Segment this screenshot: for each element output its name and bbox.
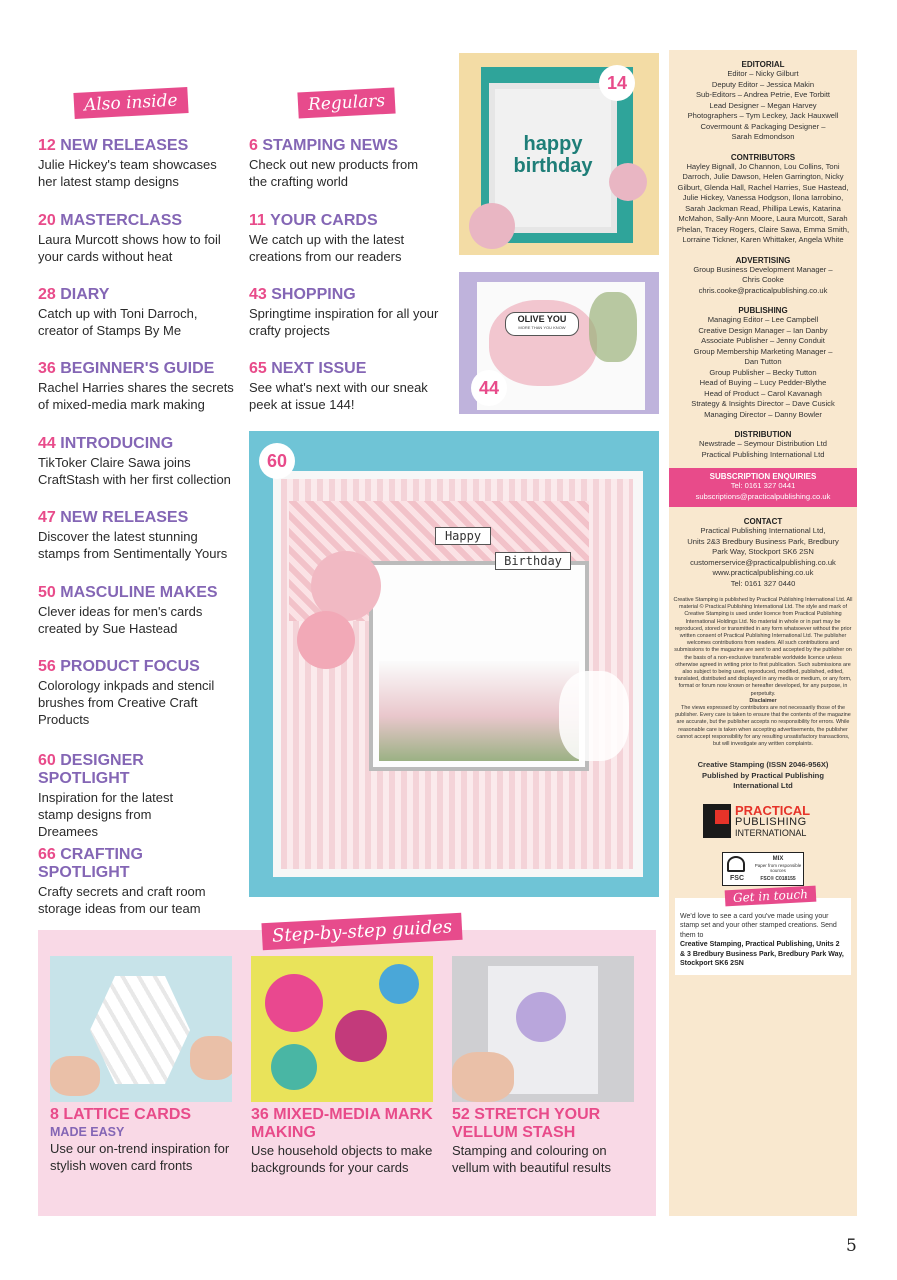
logo-word-3: INTERNATIONAL bbox=[735, 827, 807, 838]
regular-item bbox=[249, 212, 439, 265]
article-title bbox=[38, 435, 238, 453]
masthead-sidebar bbox=[669, 50, 857, 1216]
article-title bbox=[38, 584, 238, 602]
lattice-hexagon bbox=[90, 976, 190, 1084]
distribution-heading: DISTRIBUTION bbox=[734, 430, 792, 439]
editorial-line: Sarah Edmondson bbox=[731, 132, 795, 141]
subscription-phone: Tel: 0161 327 0441 bbox=[730, 481, 796, 490]
publishing-line: Creative Design Manager – Ian Danby bbox=[698, 325, 828, 335]
touch-address: Creative Stamping, Practical Publishing, Units 2 & 3 Bredbury Business Park, Bredbury Park Way, Stockport SK6 2SN bbox=[680, 941, 844, 968]
article-item bbox=[38, 658, 238, 728]
regular-desc: See what's next with our sneak peek at issue 144! bbox=[249, 380, 428, 412]
card-sentiment: happy birthday bbox=[513, 133, 593, 177]
article-title bbox=[38, 212, 238, 230]
distribution-line: Newstrade – Seymour Distribution Ltd bbox=[699, 439, 827, 448]
hand-left bbox=[50, 1056, 100, 1096]
fsc-tree-icon bbox=[727, 856, 745, 872]
step-title: 36 MIXED-MEDIA MARK MAKING bbox=[251, 1106, 433, 1141]
article-item bbox=[38, 212, 238, 265]
contact-phone: Tel: 0161 327 0440 bbox=[730, 578, 796, 588]
touch-heading: Get in touch bbox=[725, 885, 817, 906]
card-label bbox=[505, 312, 579, 336]
article-page: 60 bbox=[38, 752, 56, 769]
step-photo-lattice bbox=[50, 956, 232, 1102]
advertising-email[interactable]: chris.cooke@practicalpublishing.co.uk bbox=[698, 285, 828, 295]
paint-circle bbox=[271, 1044, 317, 1090]
card-label-sub: MORE THAN YOU KNOW bbox=[518, 325, 566, 330]
card-label-text: OLIVE YOU bbox=[517, 314, 567, 324]
article-item bbox=[38, 584, 238, 637]
article-page: 12 bbox=[38, 137, 56, 154]
photo-44 bbox=[459, 272, 659, 414]
regular-heading: STAMPING NEWS bbox=[262, 137, 399, 154]
poppy-field bbox=[379, 661, 579, 761]
regular-heading: NEXT ISSUE bbox=[271, 360, 367, 377]
legal-text: Creative Stamping is published by Practical Publishing International Ltd. All material © Practical Publishing International Ltd. The style and mark of Creative Stamping is used under licence from Practical Publishing International Holdings Ltd. No material in whole or in part may be reproduced, stored or transmitted in any form whatsoever without the prior written consent of Practical Publishing International Ltd. The publisher welcomes contributions from readers. All such contributions and submissions to the magazine are sent to and accepted by the publisher on the basis of a non-exclusive transferable worldwide licence unless otherwise agreed in writing prior to first publication. Such submissions are also subject to being used, reproduced, modified, published, edited, translated, distributed and displayed in any media or medium, or any form, format or forum now known or hereafter developed, for any purpose, in perpetuity. bbox=[673, 597, 853, 697]
article-heading: CRAFTING SPOTLIGHT bbox=[38, 846, 143, 881]
regular-title bbox=[249, 286, 439, 304]
article-heading: MASCULINE MAKES bbox=[60, 584, 218, 601]
article-item bbox=[38, 509, 238, 562]
step-subtitle: MADE EASY bbox=[50, 1125, 125, 1139]
publishing-line: Strategy & Insights Director – Dave Cusick bbox=[691, 399, 835, 408]
hand bbox=[452, 1052, 514, 1102]
regular-item bbox=[249, 137, 439, 190]
article-page: 44 bbox=[38, 435, 56, 452]
photo-60 bbox=[249, 431, 659, 897]
publishing-line: Managing Editor – Lee Campbell bbox=[707, 315, 819, 324]
article-desc: Colorology inkpads and stencil brushes from Creative Craft Products bbox=[38, 678, 215, 727]
editorial-line: Sub-Editors – Andrea Petrie, Eve Torbitt bbox=[695, 90, 831, 99]
article-desc: Rachel Harries shares the secrets of mixed-media mark making bbox=[38, 380, 234, 412]
publishing-line: Dan Tutton bbox=[744, 357, 782, 366]
article-page: 66 bbox=[38, 846, 56, 863]
article-desc: Inspiration for the latest stamp designs from Dreamees bbox=[38, 790, 174, 839]
fsc-code: FSC® C018155 bbox=[760, 875, 796, 882]
regular-title bbox=[249, 212, 439, 230]
publishing-heading: PUBLISHING bbox=[738, 306, 788, 315]
contact-line: Practical Publishing International Ltd, bbox=[700, 526, 826, 535]
article-heading: MASTERCLASS bbox=[60, 212, 183, 229]
publishing-line: Head of Buying – Lucy Pedder-Blythe bbox=[699, 378, 827, 387]
flower-embellishment bbox=[297, 611, 355, 669]
article-heading: INTRODUCING bbox=[60, 435, 174, 452]
steps-heading: Step-by-step guides bbox=[261, 913, 462, 950]
hand-right bbox=[190, 1036, 232, 1080]
article-desc: Clever ideas for men's cards created by Sue Hastead bbox=[38, 604, 203, 636]
article-desc: Catch up with Toni Darroch, creator of Stamps By Me bbox=[38, 306, 198, 338]
step-desc: Use our on-trend inspiration for stylish woven card fronts bbox=[50, 1141, 230, 1173]
contact-heading: CONTACT bbox=[743, 517, 783, 526]
article-item bbox=[38, 435, 238, 488]
page-badge-60: 60 bbox=[259, 443, 295, 479]
editorial-line: Editor – Nicky Gilburt bbox=[727, 69, 799, 78]
page-number: 5 bbox=[846, 1236, 857, 1256]
article-desc: Julie Hickey's team showcases her latest stamp designs bbox=[38, 157, 217, 189]
regular-desc: We catch up with the latest creations from our readers bbox=[249, 232, 405, 264]
article-title bbox=[38, 360, 238, 378]
article-title bbox=[38, 286, 238, 304]
editorial-heading: EDITORIAL bbox=[741, 60, 785, 69]
vine-decor bbox=[589, 292, 637, 362]
article-item bbox=[38, 286, 238, 339]
logo-word-2: PUBLISHING bbox=[735, 815, 807, 828]
regular-heading: SHOPPING bbox=[271, 286, 356, 303]
disclaimer-heading: Disclaimer bbox=[749, 697, 777, 704]
article-title bbox=[38, 658, 238, 676]
publishing-line: Head of Product – Carol Kavanagh bbox=[704, 388, 822, 398]
subscription-heading: SUBSCRIPTION ENQUIRIES bbox=[709, 472, 817, 481]
publishing-line: Group Publisher – Becky Tutton bbox=[709, 367, 817, 377]
contributors-heading: CONTRIBUTORS bbox=[730, 152, 796, 162]
article-desc: Laura Murcott shows how to foil your cards without heat bbox=[38, 232, 221, 264]
publishing-line: Managing Director – Danny Bowler bbox=[704, 409, 822, 419]
contact-line: Units 2&3 Bredbury Business Park, Bredbury bbox=[687, 536, 839, 546]
lace-bow bbox=[559, 671, 629, 761]
fsc-logo bbox=[722, 852, 804, 886]
regulars-heading: Regulars bbox=[297, 87, 395, 118]
article-heading: NEW RELEASES bbox=[60, 137, 189, 154]
flower-decor bbox=[469, 203, 515, 249]
publishing-line: Group Membership Marketing Manager – bbox=[693, 346, 833, 356]
issn-text: Creative Stamping (ISSN 2046-956X) Published by Practical Publishing International Ltd bbox=[697, 760, 829, 791]
regular-title bbox=[249, 360, 439, 378]
subscription-email[interactable]: subscriptions@practicalpublishing.co.uk bbox=[695, 491, 831, 501]
step-item bbox=[251, 1106, 447, 1176]
article-page: 20 bbox=[38, 212, 56, 229]
disclaimer-text: The views expressed by contributors are not necessarily those of the publisher. Every care is taken to ensure that the contents of the magazine are accurate, but the publisher accepts no responsibility for errors. While reasonable care is taken when accepting advertisements, the publisher cannot accept responsibility for any resulting unsatisfactory transactions, but will investigate any written complaints. bbox=[675, 705, 851, 748]
regular-page: 65 bbox=[249, 360, 267, 377]
step-by-step-section bbox=[38, 916, 656, 1216]
fsc-label: FSC bbox=[730, 874, 744, 882]
article-page: 50 bbox=[38, 584, 56, 601]
regular-item bbox=[249, 360, 439, 413]
regular-item bbox=[249, 286, 439, 339]
article-item bbox=[38, 360, 238, 413]
advertising-line: Chris Cooke bbox=[742, 275, 784, 284]
photo-14 bbox=[459, 53, 659, 255]
editorial-line: Deputy Editor – Jessica Makin bbox=[711, 79, 815, 89]
article-heading: BEGINNER'S GUIDE bbox=[60, 360, 215, 377]
paint-circle bbox=[265, 974, 323, 1032]
page-badge-44: 44 bbox=[471, 370, 507, 406]
fsc-paper: Paper from responsible sources bbox=[754, 862, 802, 874]
article-title bbox=[38, 752, 208, 788]
article-heading: DIARY bbox=[60, 286, 110, 303]
article-title bbox=[38, 137, 238, 155]
flower-decor bbox=[609, 163, 647, 201]
touch-box bbox=[675, 886, 851, 975]
article-page: 56 bbox=[38, 658, 56, 675]
logo-mark-accent bbox=[715, 810, 729, 824]
vellum-flower bbox=[516, 992, 566, 1042]
contact-email[interactable]: customerservice@practicalpublishing.co.uk bbox=[690, 557, 836, 567]
article-desc: Crafty secrets and craft room storage ideas from our team bbox=[38, 884, 206, 916]
advertising-heading: ADVERTISING bbox=[735, 255, 791, 265]
regular-heading: YOUR CARDS bbox=[270, 212, 378, 229]
paint-circle bbox=[335, 1010, 387, 1062]
step-photo-vellum bbox=[452, 956, 634, 1102]
article-heading: DESIGNER SPOTLIGHT bbox=[38, 752, 144, 787]
step-desc: Use household objects to make backgrounds for your cards bbox=[251, 1143, 433, 1175]
step-item bbox=[452, 1106, 640, 1176]
advertising-line: Group Business Development Manager – bbox=[693, 264, 833, 274]
article-heading: PRODUCT FOCUS bbox=[60, 658, 200, 675]
article-item bbox=[38, 752, 208, 840]
article-page: 28 bbox=[38, 286, 56, 303]
birthday-label: Birthday bbox=[495, 552, 571, 570]
article-page: 36 bbox=[38, 360, 56, 377]
editorial-line: Covermount & Packaging Designer – bbox=[700, 121, 826, 131]
also-inside-heading: Also inside bbox=[73, 87, 188, 119]
article-item bbox=[38, 846, 208, 917]
step-title: 8 LATTICE CARDS bbox=[50, 1106, 192, 1123]
contact-website[interactable]: www.practicalpublishing.co.uk bbox=[712, 568, 814, 577]
logo-word-1: PRACTICAL bbox=[735, 802, 811, 818]
regular-desc: Check out new products from the crafting world bbox=[249, 157, 419, 189]
contributors-list: Hayley Bignall, Jo Channon, Lou Collins, Toni Darroch, Julie Dawson, Helen Garrington, Nicky Gilburt, Glenda Hall, Rachel Harries, Sue Hastead, Julie Hickey, Vanessa Hodgson, Ilona Iarrobino, Sarah Jackman Read, Phillipa Lewis, Katarina McMahon, Sally-Ann Moore, Laura Murcott, Sarah Phelan, Tracey Rogers, Claire Sawa, Emma Smith, Lorraine Tickner, Karen Whittaker, Angela White bbox=[676, 161, 850, 244]
subscription-box bbox=[669, 468, 857, 507]
regular-title bbox=[249, 137, 439, 155]
page-badge-14: 14 bbox=[599, 65, 635, 101]
article-desc: TikToker Claire Sawa joins CraftStash with her first collection bbox=[38, 455, 231, 487]
regular-page: 6 bbox=[249, 137, 258, 154]
editorial-list bbox=[669, 69, 857, 143]
regular-page: 11 bbox=[249, 212, 266, 229]
paint-circle bbox=[379, 964, 419, 1004]
publisher-logo bbox=[669, 800, 857, 844]
article-heading: NEW RELEASES bbox=[60, 509, 189, 526]
distribution-line: Practical Publishing International Ltd bbox=[701, 449, 825, 459]
editorial-line: Lead Designer – Megan Harvey bbox=[709, 100, 817, 110]
publishing-line: Associate Publisher – Jenny Conduit bbox=[701, 336, 825, 345]
step-item bbox=[50, 1106, 238, 1174]
contact-line: Park Way, Stockport SK6 2SN bbox=[712, 547, 814, 556]
regular-desc: Springtime inspiration for all your crafty projects bbox=[249, 306, 439, 338]
article-title bbox=[38, 509, 238, 527]
step-photo-mixed-media bbox=[251, 956, 433, 1102]
fsc-mix: MIX bbox=[772, 855, 784, 862]
article-desc: Discover the latest stunning stamps from Sentimentally Yours bbox=[38, 529, 228, 561]
regular-page: 43 bbox=[249, 286, 267, 303]
touch-text: We'd love to see a card you've made using your stamp set and your other stamped creations. Send them to bbox=[680, 912, 837, 939]
article-item bbox=[38, 137, 238, 190]
happy-label: Happy bbox=[435, 527, 491, 545]
editorial-line: Photographers – Tym Leckey, Jack Hauxwell bbox=[687, 111, 839, 120]
step-desc: Stamping and colouring on vellum with beautiful results bbox=[452, 1143, 611, 1175]
step-title: 52 STRETCH YOUR VELLUM STASH bbox=[452, 1106, 601, 1141]
article-title bbox=[38, 846, 208, 882]
article-page: 47 bbox=[38, 509, 56, 526]
